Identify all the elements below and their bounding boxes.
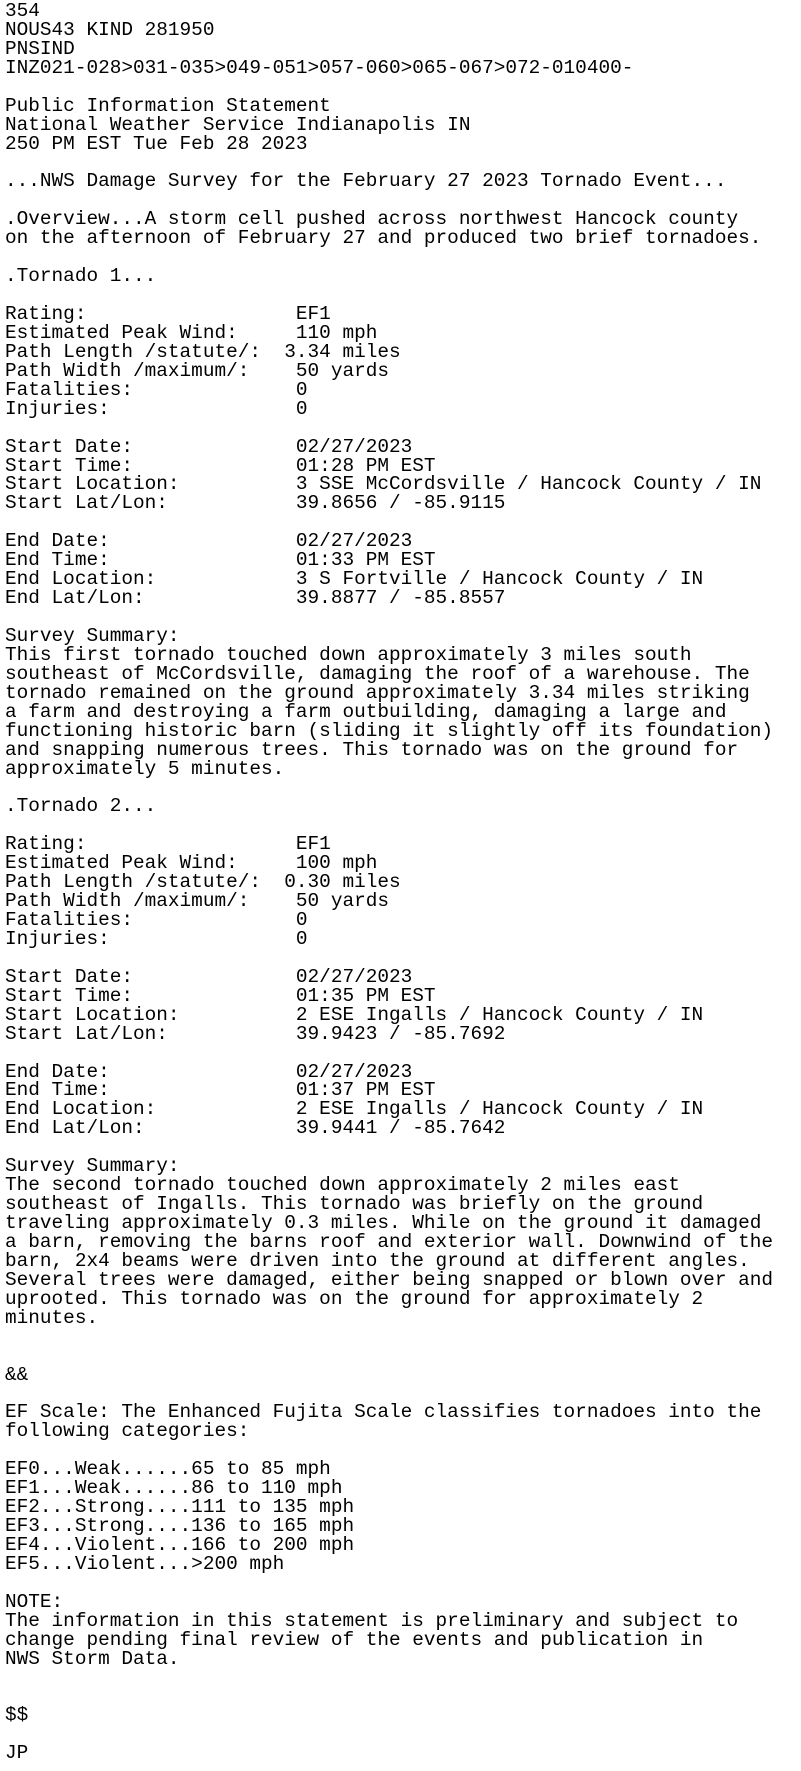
text-line: traveling approximately 0.3 miles. While on the ground it damaged bbox=[5, 1212, 762, 1234]
text-line: End Time: 01:33 PM EST bbox=[5, 549, 436, 572]
blank-line bbox=[5, 1347, 801, 1366]
text-line: End Lat/Lon: 39.8877 / -85.8557 bbox=[5, 587, 506, 610]
blank-line bbox=[5, 1687, 801, 1706]
text-line: PNSIND bbox=[5, 37, 75, 60]
text-line: EF3...Strong....136 to 165 mph bbox=[5, 1515, 355, 1537]
text-line: approximately 5 minutes. bbox=[5, 757, 285, 780]
text-line: minutes. bbox=[5, 1306, 99, 1329]
text-line: EF1...Weak......86 to 110 mph bbox=[5, 1477, 343, 1500]
blank-line bbox=[5, 1328, 801, 1347]
text-line: NOUS43 KIND 281950 bbox=[5, 18, 215, 41]
text-line: End Location: 3 S Fortville / Hancock County / IN bbox=[5, 568, 704, 591]
text-line: 250 PM EST Tue Feb 28 2023 bbox=[5, 132, 308, 155]
text-line: Path Length /statute/: 0.30 miles bbox=[5, 871, 401, 894]
text-line: Start Location: 2 ESE Ingalls / Hancock County / IN bbox=[5, 1003, 704, 1026]
text-line: Start Date: 02/27/2023 bbox=[5, 965, 413, 988]
text-line: Start Lat/Lon: 39.8656 / -85.9115 bbox=[5, 492, 506, 515]
text-line: Path Width /maximum/: 50 yards bbox=[5, 359, 389, 382]
text-line: EF Scale: The Enhanced Fujita Scale classifies tornadoes into the bbox=[5, 1401, 762, 1424]
text-line: Path Width /maximum/: 50 yards bbox=[5, 890, 389, 913]
text-line: The information in this statement is preliminary and subject to bbox=[5, 1609, 739, 1632]
text-line: a barn, removing the barns roof and exterior wall. Downwind of the bbox=[5, 1230, 773, 1253]
text-line: Rating: EF1 bbox=[5, 303, 331, 325]
text-line: NOTE: bbox=[5, 1590, 64, 1613]
text-line: southeast of Ingalls. This tornado was briefly on the ground bbox=[5, 1193, 704, 1216]
text-line: Estimated Peak Wind: 100 mph bbox=[5, 852, 378, 875]
text-line: Start Time: 01:28 PM EST bbox=[5, 454, 436, 477]
text-line: a farm and destroying a farm outbuilding, damaging a large and bbox=[5, 700, 727, 723]
text-line: .Tornado 2... bbox=[5, 795, 157, 818]
text-line: End Date: 02/27/2023 bbox=[5, 1060, 413, 1083]
text-line: Injuries: 0 bbox=[5, 397, 308, 420]
text-line: This first tornado touched down approximately 3 miles south bbox=[5, 643, 692, 666]
text-line: End Location: 2 ESE Ingalls / Hancock County / IN bbox=[5, 1098, 704, 1121]
text-line: National Weather Service Indianapolis IN bbox=[5, 113, 471, 136]
text-line: Public Information Statement bbox=[5, 94, 331, 117]
text-line: Start Date: 02/27/2023 bbox=[5, 435, 413, 458]
text-line: Injuries: 0 bbox=[5, 927, 308, 950]
text-line: Fatalities: 0 bbox=[5, 909, 308, 931]
text-line: barn, 2x4 beams were driven into the ground at different angles. bbox=[5, 1249, 750, 1272]
text-line: Rating: EF1 bbox=[5, 833, 331, 856]
text-line: End Lat/Lon: 39.9441 / -85.7642 bbox=[5, 1117, 506, 1140]
text-line: Start Time: 01:35 PM EST bbox=[5, 984, 436, 1007]
text-line: and snapping numerous trees. This tornado was on the ground for bbox=[5, 738, 739, 761]
text-line: Fatalities: 0 bbox=[5, 378, 308, 401]
text-line: EF4...Violent...166 to 200 mph bbox=[5, 1533, 355, 1556]
blank-line bbox=[5, 78, 801, 97]
text-line: $$ bbox=[5, 1704, 29, 1727]
text-line: The second tornado touched down approximately 2 miles east bbox=[5, 1174, 680, 1197]
text-line: Several trees were damaged, either being snapped or blown over and bbox=[5, 1268, 773, 1291]
text-line: && bbox=[5, 1363, 29, 1386]
text-line: Path Length /statute/: 3.34 miles bbox=[5, 340, 401, 363]
text-line: ...NWS Damage Survey for the February 27 2023 Tornado Event... bbox=[5, 170, 727, 193]
text-line: southeast of McCordsville, damaging the roof of a warehouse. The bbox=[5, 662, 750, 685]
blank-line bbox=[5, 1669, 801, 1688]
blank-line bbox=[5, 1574, 801, 1593]
text-line: EF5...Violent...>200 mph bbox=[5, 1552, 285, 1575]
text-line: following categories: bbox=[5, 1420, 250, 1443]
text-line: Start Location: 3 SSE McCordsville / Hancock County / IN bbox=[5, 473, 762, 496]
text-line: Estimated Peak Wind: 110 mph bbox=[5, 321, 378, 344]
text-line: EF2...Strong....111 to 135 mph bbox=[5, 1496, 355, 1519]
text-line: change pending final review of the events and publication in bbox=[5, 1628, 704, 1651]
text-line: Survey Summary: bbox=[5, 1155, 180, 1178]
text-line: End Date: 02/27/2023 bbox=[5, 530, 413, 553]
blank-line bbox=[5, 949, 801, 968]
text-line: NWS Storm Data. bbox=[5, 1647, 180, 1670]
blank-line bbox=[5, 1044, 801, 1063]
text-line: .Overview...A storm cell pushed across northwest Hancock county bbox=[5, 208, 739, 231]
text-line: on the afternoon of February 27 and produced two brief tornadoes. bbox=[5, 227, 762, 250]
text-line: End Time: 01:37 PM EST bbox=[5, 1079, 436, 1102]
text-line: tornado remained on the ground approximately 3.34 miles striking bbox=[5, 681, 750, 704]
text-line: EF0...Weak......65 to 85 mph bbox=[5, 1458, 331, 1481]
text-line: functioning historic barn (sliding it slightly off its foundation) bbox=[5, 719, 773, 742]
text-line: .Tornado 1... bbox=[5, 265, 157, 288]
text-line: Start Lat/Lon: 39.9423 / -85.7692 bbox=[5, 1022, 506, 1045]
text-line: 354 bbox=[5, 0, 40, 22]
text-line: JP bbox=[5, 1742, 29, 1765]
blank-line bbox=[5, 419, 801, 438]
text-line: uprooted. This tornado was on the ground for approximately 2 bbox=[5, 1287, 704, 1310]
blank-line bbox=[5, 1725, 801, 1744]
text-line: Survey Summary: bbox=[5, 624, 180, 647]
text-line: INZ021-028>031-035>049-051>057-060>065-067>072-010400- bbox=[5, 56, 634, 79]
